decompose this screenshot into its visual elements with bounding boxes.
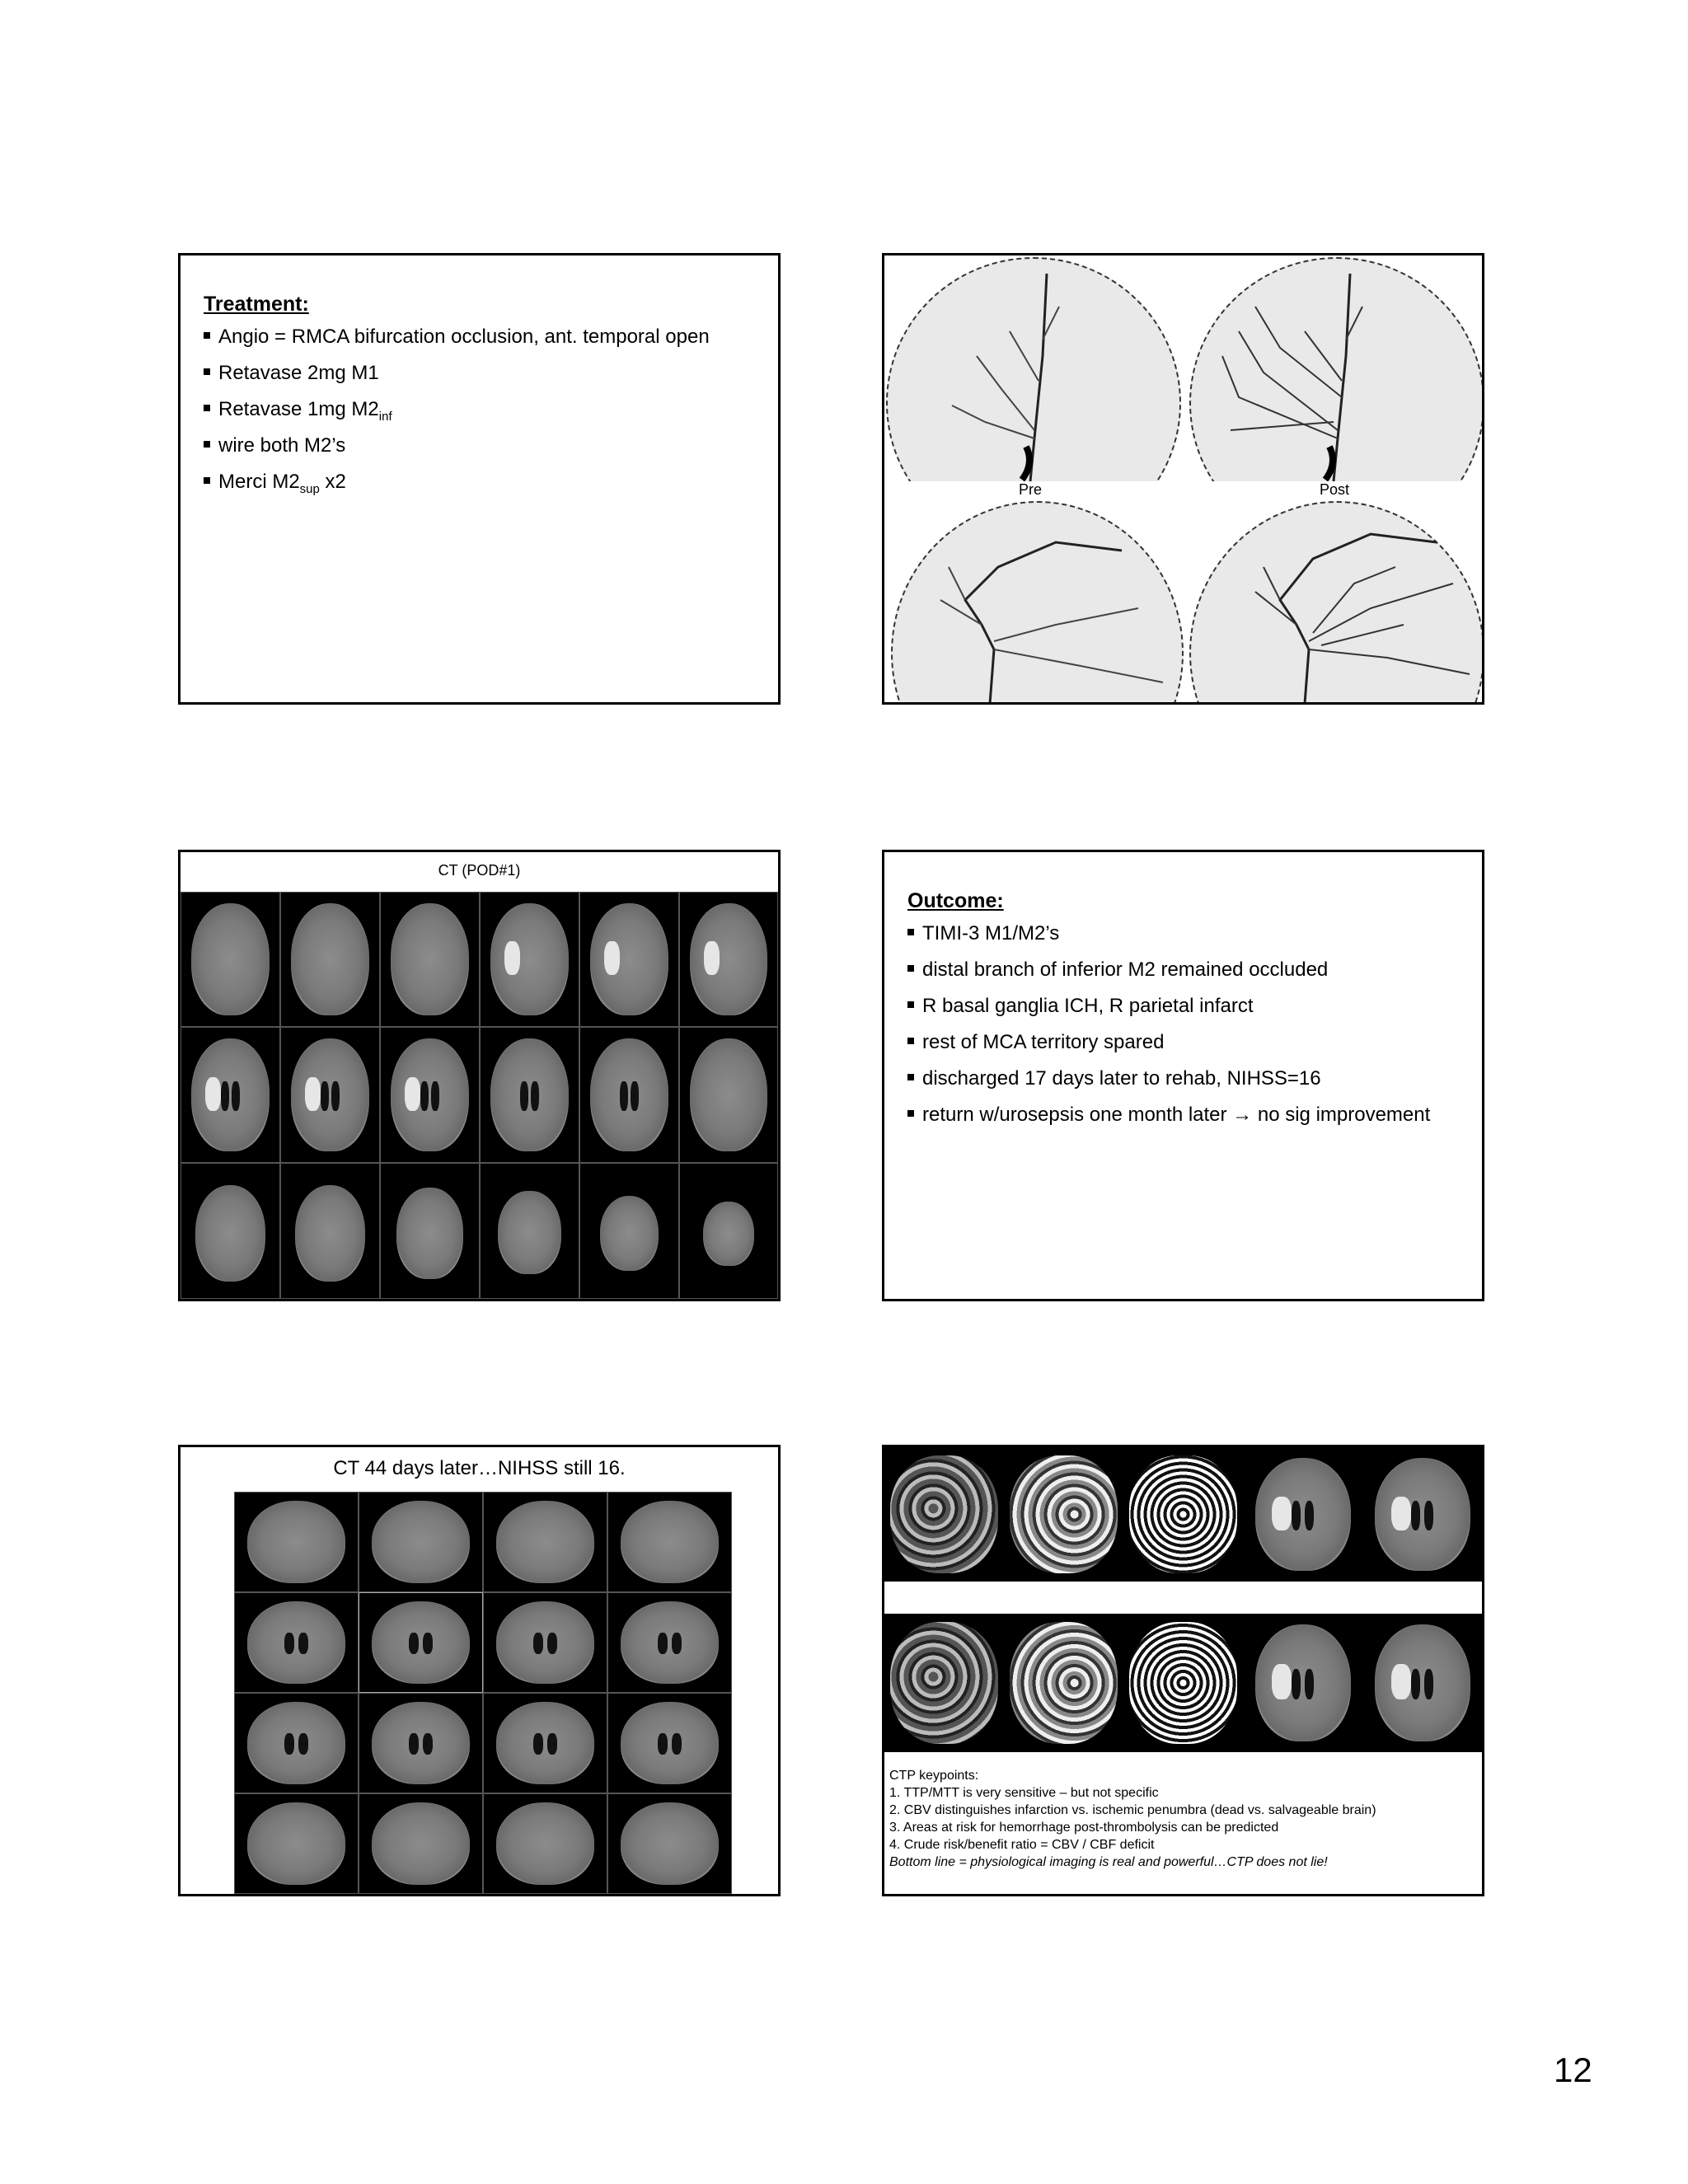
ctp-keypoint: 4. Crude risk/benefit ratio = CBV / CBF deficit: [889, 1838, 1155, 1852]
slide-angiogram: [882, 253, 1484, 705]
list-item: wire both M2’s: [204, 434, 710, 470]
bullet-icon: [204, 405, 210, 411]
slide-outcome: [882, 850, 1484, 1301]
bullet-icon: [204, 368, 210, 375]
slide-ct-44-days: [178, 1445, 781, 1896]
ctp-row-1: [884, 1447, 1482, 1582]
slide-ct-pod1: [178, 850, 781, 1301]
slide-treatment: [178, 253, 781, 705]
list-item: Retavase 2mg M1: [204, 361, 710, 397]
bullet-icon: [204, 332, 210, 339]
ctp-keypoint: 1. TTP/MTT is very sensitive – but not specific: [889, 1786, 1159, 1800]
label-pre: Pre: [1019, 481, 1043, 498]
outcome-list: [907, 921, 1430, 1139]
list-item: return w/urosepsis one month later → no sig improvement: [907, 1103, 1430, 1139]
angio-lateral-post: [1189, 501, 1484, 704]
ct-pod1-grid: [181, 892, 778, 1299]
bullet-icon: [907, 1038, 914, 1044]
slide-ctp: [882, 1445, 1484, 1896]
angio-ap-pre: [886, 257, 1181, 481]
ctp-keypoint: 3. Areas at risk for hemorrhage post-thrombolysis can be predicted: [889, 1821, 1279, 1835]
bullet-icon: [907, 965, 914, 972]
list-item: TIMI-3 M1/M2’s: [907, 921, 1430, 958]
ctp-keypoints: [889, 1767, 1376, 1871]
bullet-icon: [907, 929, 914, 935]
ctp-row-2: [884, 1614, 1482, 1752]
label-post: Post: [1320, 481, 1350, 498]
list-item: distal branch of inferior M2 remained occluded: [907, 958, 1430, 994]
list-item: Retavase 1mg $M2_{inf}$: [204, 397, 710, 434]
bullet-icon: [204, 477, 210, 484]
ctp-keypoint: 2. CBV distinguishes infarction vs. ischemic penumbra (dead vs. salvageable brain): [889, 1803, 1376, 1817]
ctp-bottom-line: Bottom line = physiological imaging is real and powerful…CTP does not lie!: [889, 1855, 1328, 1869]
treatment-list: [204, 325, 710, 506]
angio-lateral-pre: [891, 501, 1184, 704]
treatment-heading: Treatment:: [204, 293, 309, 316]
page-number: 12: [1554, 2050, 1592, 2089]
list-item: R basal ganglia ICH, R parietal infarct: [907, 994, 1430, 1030]
angio-ap-post: [1189, 257, 1484, 481]
bullet-icon: [204, 441, 210, 448]
outcome-heading: Outcome:: [907, 889, 1004, 912]
list-item: rest of MCA territory spared: [907, 1030, 1430, 1066]
list-item: Merci $M2_{sup}$ x2: [204, 470, 710, 506]
ct-44-title: CT 44 days later…NIHSS still 16.: [333, 1457, 626, 1479]
list-item: discharged 17 days later to rehab, NIHSS=16: [907, 1066, 1430, 1103]
ct-pod1-title: CT (POD#1): [438, 862, 521, 879]
bullet-icon: [907, 1001, 914, 1008]
bullet-icon: [907, 1074, 914, 1080]
ct-44-grid: [234, 1492, 732, 1894]
list-item: Angio = RMCA bifurcation occlusion, ant. temporal open: [204, 325, 710, 361]
ctp-keypoints-title: CTP keypoints:: [889, 1769, 979, 1783]
bullet-icon: [907, 1110, 914, 1117]
